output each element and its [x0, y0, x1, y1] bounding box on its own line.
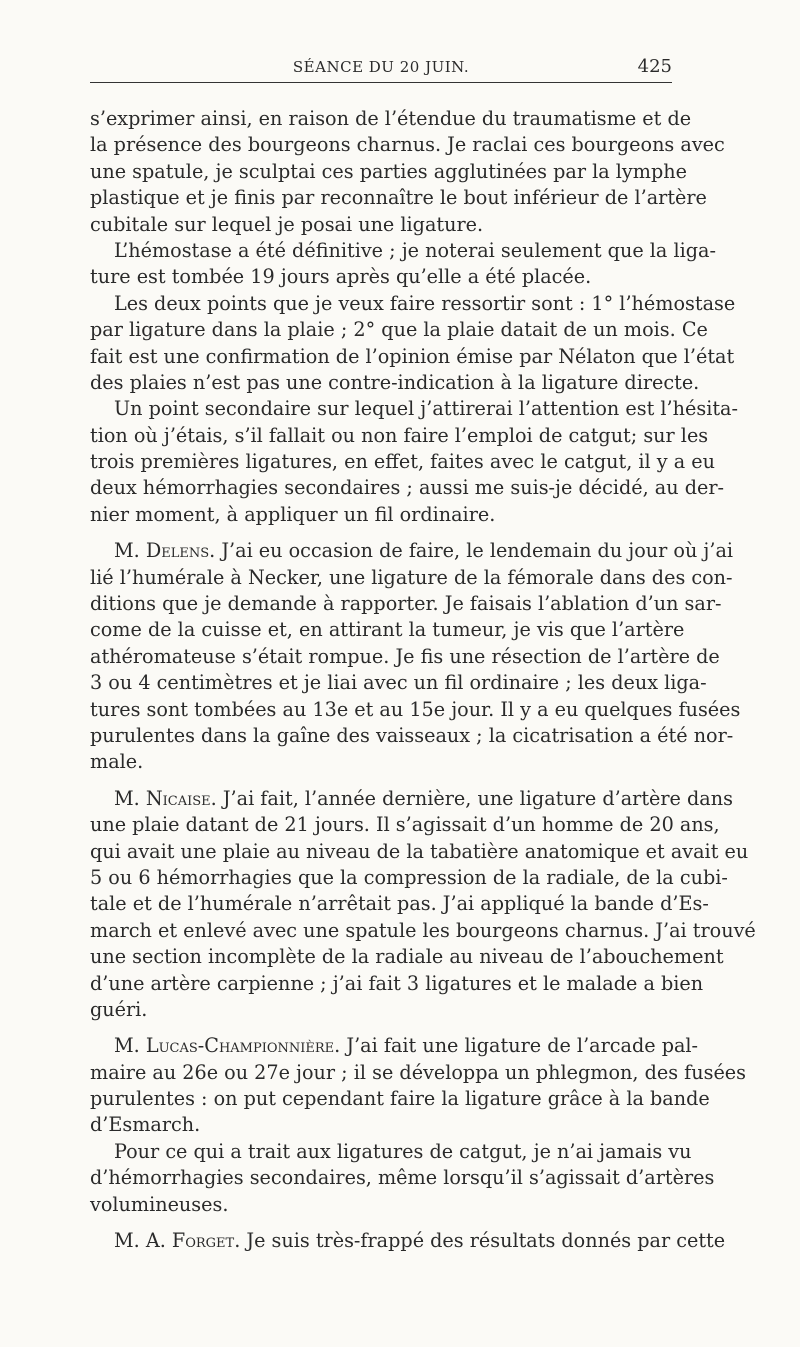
paragraph-gap [90, 1023, 674, 1033]
line-text: athéromateuse s’était rompue. Je fis une résection de l’artère de [90, 644, 720, 668]
line-text: J’ai fait une ligature de l’arcade pal- [340, 1034, 699, 1058]
line-text: une section incomplète de la radiale au niveau de l’abouchement [90, 945, 724, 969]
paragraph [90, 1139, 715, 1218]
line-text: fait est une confirmation de l’opinion émise par Nélaton que l’état [90, 344, 735, 368]
text-line [90, 538, 734, 564]
paragraph-gap [90, 776, 674, 786]
paragraph [90, 786, 756, 1024]
text-line [90, 317, 708, 343]
text-line [90, 1112, 674, 1138]
page-number: 425 [637, 56, 672, 77]
text-line [90, 238, 716, 264]
text-line [90, 1165, 715, 1191]
text-line [90, 944, 724, 970]
line-text: deux hémorrhagies secondaires ; aussi me suis-je décidé, au der- [90, 476, 724, 500]
line-text: d’Esmarch. [90, 1113, 201, 1137]
text-line [90, 997, 674, 1023]
line-text: 3 ou 4 centimètres et je liai avec un fil ordinaire ; les deux liga- [90, 671, 707, 695]
line-text: d’une artère carpienne ; j’ai fait 3 ligatures et le malade a bien [90, 971, 704, 995]
line-text: Un point secondaire sur lequel j’attirerai l’attention est l’hésita- [114, 397, 738, 421]
line-text: L’hémostase a été définitive ; je noterai seulement que la liga- [114, 238, 716, 262]
line-text: J’ai eu occasion de faire, le lendemain du jour où j’ai [215, 539, 734, 563]
paragraph [90, 538, 741, 776]
line-text: male. [90, 750, 144, 774]
line-text: des plaies n’est pas une contre-indication à la ligature directe. [90, 370, 700, 394]
line-text: tion où j’étais, s’il fallait ou non faire l’emploi de catgut; sur les [90, 423, 709, 447]
text-line [90, 697, 741, 723]
text-line [90, 1139, 692, 1165]
line-text: une spatule, je sculptai ces parties agglutinées par la lymphe [90, 159, 687, 183]
running-head [90, 52, 672, 83]
paragraph-gap [90, 528, 674, 538]
line-text: qui avait une plaie au niveau de la tabatière anatomique et avait eu [90, 839, 749, 863]
line-text: cubitale sur lequel je posai une ligature. [90, 212, 484, 236]
line-text: J’ai fait, l’année dernière, une ligature d’artère dans [216, 786, 733, 810]
paragraph [90, 1033, 747, 1139]
paragraph-gap [90, 1218, 674, 1228]
line-text: tale et de l’humérale n’arrêtait pas. J’ai appliqué la bande d’Es- [90, 892, 709, 916]
line-text: la présence des bourgeons charnus. Je raclai ces bourgeons avec [90, 133, 725, 157]
line-text: purulentes dans la gaîne des vaisseaux ; la cicatrisation a été nor- [90, 723, 734, 747]
body-text [90, 106, 756, 1254]
text-line [90, 475, 724, 501]
text-line [90, 264, 674, 290]
text-line [90, 449, 715, 475]
section-title: SÉANCE DU 20 JUIN. [292, 58, 470, 76]
text-line [90, 185, 707, 211]
line-text: Je suis très-frappé des résultats donnés par cette [240, 1229, 726, 1253]
text-line [90, 159, 687, 185]
line-text: trois premières ligatures, en effet, faites avec le catgut, il y a eu [90, 450, 715, 474]
speaker-name: M. A. Forget. [114, 1229, 241, 1253]
text-line [90, 1228, 726, 1254]
text-line [90, 106, 692, 132]
text-line [90, 812, 720, 838]
paragraph [90, 238, 716, 291]
speaker-name: M. Nicaise. [114, 786, 217, 810]
line-text: ture est tombée 19 jours après qu’elle a été placée. [90, 265, 592, 289]
text-line [90, 670, 707, 696]
text-line [90, 423, 709, 449]
line-text: march et enlevé avec une spatule les bourgeons charnus. J’ai trouvé [90, 918, 756, 942]
text-line [90, 865, 728, 891]
text-line [90, 1060, 747, 1086]
text-line [90, 591, 722, 617]
text-line [90, 291, 736, 317]
paragraph [90, 106, 725, 238]
line-text: tures sont tombées au 13e et au 15e jour. Il y a eu quelques fusées [90, 697, 741, 721]
speaker-name: M. Lucas-Championnière. [114, 1034, 341, 1058]
text-line [90, 1192, 674, 1218]
paragraph [90, 1228, 726, 1254]
speaker-name: M. Delens. [114, 539, 216, 563]
line-text: d’hémorrhagies secondaires, même lorsqu’il s’agissait d’artères [90, 1166, 715, 1190]
line-text: lié l’humérale à Necker, une ligature de la fémorale dans des con- [90, 565, 733, 589]
text-line [90, 749, 674, 775]
text-line [90, 644, 720, 670]
line-text: Les deux points que je veux faire ressortir sont : 1° l’hémostase [114, 291, 736, 315]
text-line [90, 212, 674, 238]
line-text: Pour ce qui a trait aux ligatures de catgut, je n’ai jamais vu [114, 1139, 692, 1163]
text-line [90, 971, 704, 997]
text-line [90, 370, 700, 396]
line-text: une plaie datant de 21 jours. Il s’agissait d’un homme de 20 ans, [90, 813, 720, 837]
text-line [90, 502, 674, 528]
text-line [90, 891, 709, 917]
line-text: 5 ou 6 hémorrhagies que la compression de la radiale, de la cubi- [90, 865, 728, 889]
line-text: maire au 26e ou 27e jour ; il se développa un phlegmon, des fusées [90, 1060, 747, 1084]
text-line [90, 344, 735, 370]
text-line [90, 1033, 699, 1059]
text-line [90, 617, 685, 643]
text-line [90, 132, 725, 158]
line-text: par ligature dans la plaie ; 2° que la plaie datait de un mois. Ce [90, 318, 708, 342]
line-text: volumineuses. [90, 1192, 229, 1216]
line-text: s’exprimer ainsi, en raison de l’étendue du traumatisme et de [90, 107, 692, 130]
text-line [90, 786, 733, 812]
line-text: purulentes : on put cependant faire la ligature grâce à la bande [90, 1087, 710, 1111]
text-line [90, 723, 734, 749]
paragraph [90, 291, 736, 397]
text-line [90, 565, 733, 591]
text-line [90, 918, 756, 944]
line-text: nier moment, à appliquer un fil ordinaire. [90, 502, 496, 526]
paragraph [90, 396, 738, 528]
line-text: ditions que je demande à rapporter. Je faisais l’ablation d’un sar- [90, 592, 722, 616]
text-line [90, 839, 749, 865]
text-line [90, 396, 738, 422]
line-text: come de la cuisse et, en attirant la tumeur, je vis que l’artère [90, 618, 685, 642]
line-text: plastique et je finis par reconnaître le bout inférieur de l’artère [90, 186, 707, 210]
text-line [90, 1086, 710, 1112]
line-text: guéri. [90, 997, 148, 1021]
